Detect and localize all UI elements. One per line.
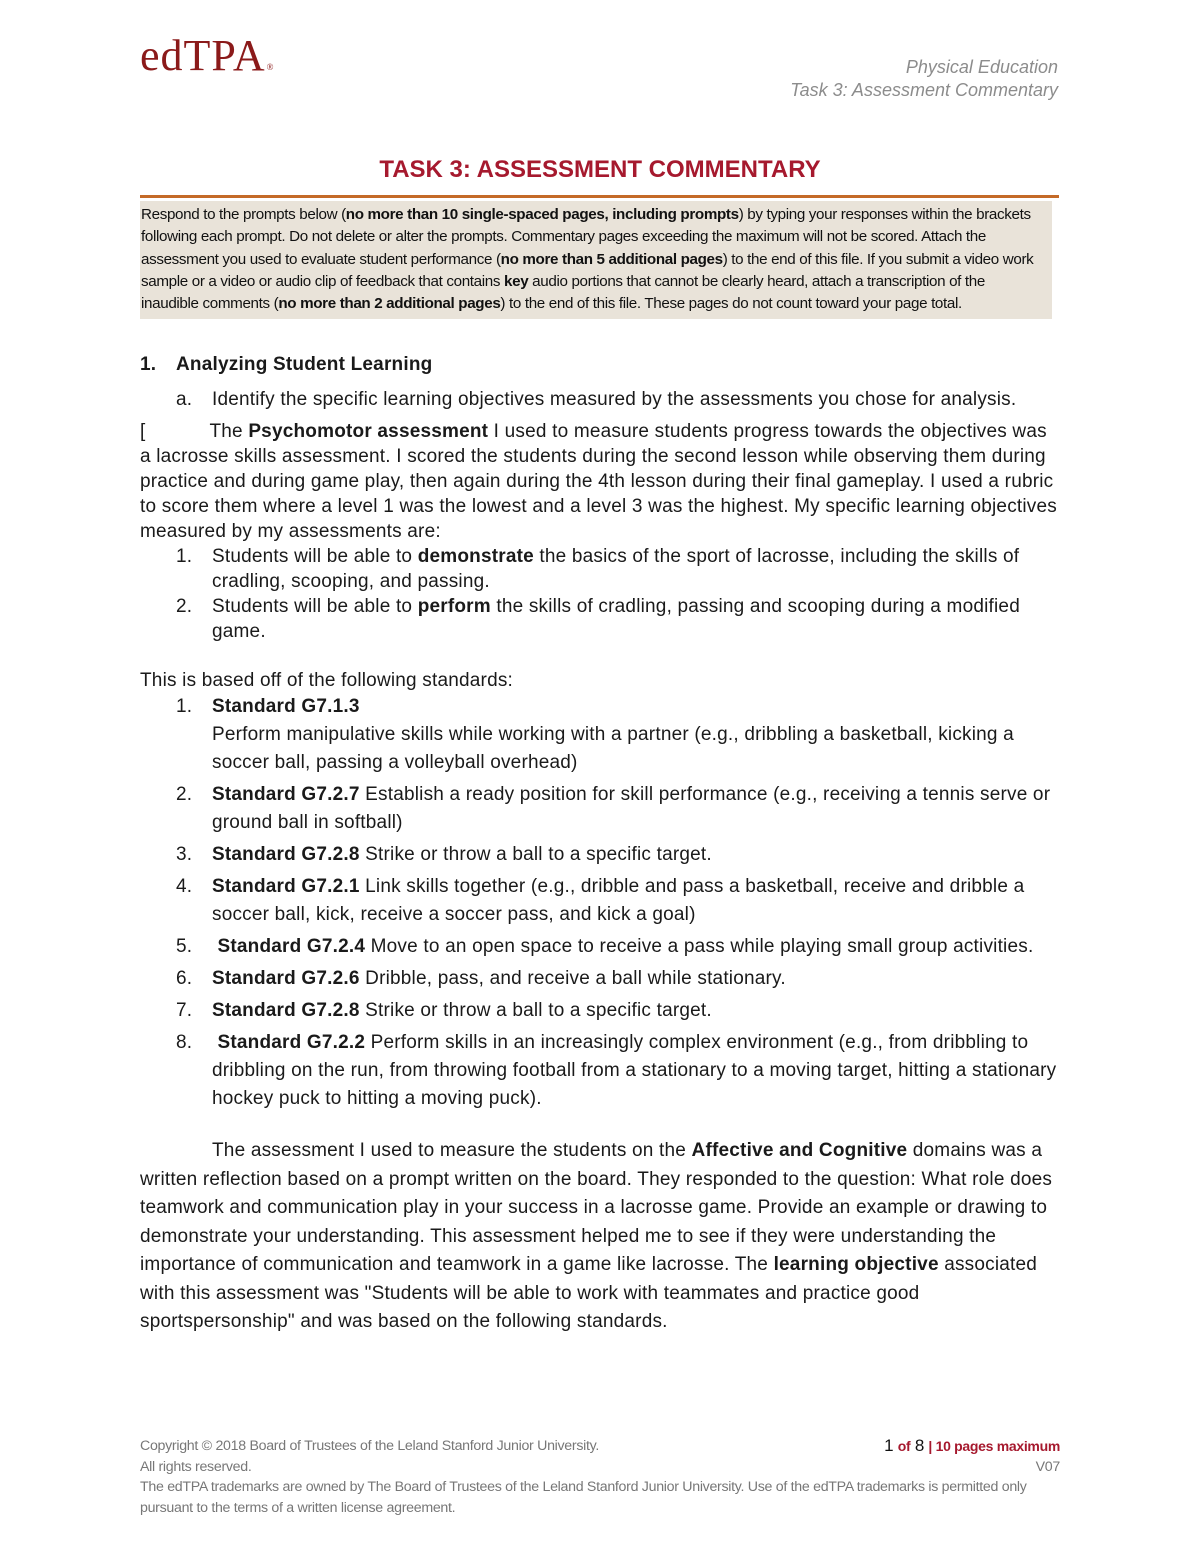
list-number: 6.	[176, 968, 193, 989]
response-bracket: [	[140, 421, 146, 442]
standard-code: Standard G7.2.8	[212, 1000, 360, 1021]
text-run: The assessment I used to measure the students on the	[212, 1140, 692, 1161]
text-run: I used to measure students progress towards the objectives was a lacrosse skills assessment. I scored the students during the second lesson while observing them during practice and during game play, then again during the 4th lesson during their final gameplay. I used a rubric to score them where a level 1 was the lowest and a level 3 was the highest. My specific learning objectives measured by my assessments are:	[140, 421, 1057, 542]
list-number: 4.	[176, 876, 193, 897]
prompt-a	[176, 387, 1062, 412]
standard-code: Standard G7.2.1	[212, 876, 360, 897]
instr-text: ) to the end of this file. These pages do not count toward your page total.	[500, 295, 962, 313]
list-number: 1.	[176, 546, 193, 567]
standard-text: Strike or throw a ball to a specific target.	[359, 844, 712, 865]
objectives-list	[140, 544, 1062, 644]
running-header	[790, 56, 1058, 102]
standard-code: Standard G7.2.4	[212, 936, 366, 957]
standard-text: Dribble, pass, and receive a ball while stationary.	[359, 968, 786, 989]
list-item	[140, 781, 1062, 837]
list-item	[140, 594, 1062, 644]
text-run: associated with this assessment was "Students will be able to work with teammates and practice good sportspersonship" and was based on the following standards.	[140, 1254, 1038, 1332]
response-paragraph-1[interactable]	[140, 419, 1062, 544]
title-divider	[140, 195, 1059, 198]
bold-term: Psychomotor assessment	[248, 421, 489, 442]
list-item	[140, 841, 1062, 869]
header-task: Task 3: Assessment Commentary	[790, 80, 1058, 100]
standard-code: Standard G7.2.6	[212, 968, 360, 989]
standards-intro: This is based off of the following standards:	[140, 670, 514, 691]
standard-code: Standard G7.2.8	[212, 844, 360, 865]
list-number: 2.	[176, 784, 193, 805]
instr-text: audio portions that cannot be clearly heard, attach a transcription of the inaudible comments (	[141, 272, 985, 313]
section-title: Analyzing Student Learning	[176, 354, 433, 375]
standard-text: Perform manipulative skills while working with a partner (e.g., dribbling a basketball, kicking a soccer ball, passing a volleyball overhead)	[212, 724, 1014, 773]
prompt-text: Identify the specific learning objectives measured by the assessments you chose for analysis.	[212, 389, 1017, 410]
prompt-label: a.	[176, 389, 193, 410]
section-number: 1.	[140, 354, 157, 375]
text-run: Students will be able to	[212, 596, 418, 617]
instr-bold: no more than 5 additional pages	[500, 250, 723, 268]
list-number: 3.	[176, 844, 193, 865]
rights-text: All rights reserved.	[140, 1458, 252, 1475]
logo-text: edTPA	[140, 31, 266, 80]
response-paragraph-2[interactable]	[140, 1137, 1062, 1337]
list-item	[140, 965, 1062, 993]
list-number: 7.	[176, 1000, 193, 1021]
standards-list	[140, 693, 1062, 1113]
list-number: 8.	[176, 1032, 193, 1053]
text-run: domains was a written reflection based on a prompt written on the board. They responded to the question: What role does teamwork and communication play in your success in a lacrosse game. Provide an example or drawing to demonstrate your understanding. This assessment helped me to see if they were understanding the importance of communication and teamwork in a game like lacrosse. The	[140, 1140, 1053, 1275]
bold-term: perform	[417, 596, 491, 617]
list-number: 1.	[176, 696, 193, 717]
bold-term: learning objective	[773, 1254, 939, 1275]
page-of: of	[897, 1438, 911, 1454]
bold-term: Affective and Cognitive	[691, 1140, 908, 1161]
trademark-icon: ®	[266, 62, 275, 72]
text-run: The	[209, 421, 249, 442]
page-number	[884, 1436, 1060, 1457]
section-heading	[140, 352, 1062, 377]
standard-text: Strike or throw a ball to a specific target.	[359, 1000, 712, 1021]
page-max: | 10 pages maximum	[928, 1438, 1060, 1454]
edtpa-logo	[140, 30, 274, 81]
version-label: V07	[1035, 1458, 1060, 1475]
standard-text: Link skills together (e.g., dribble and pass a basketball, receive and dribble a soccer ball, kick, receive a soccer pass, and kick a goal)	[212, 876, 1025, 925]
page-title: TASK 3: ASSESSMENT COMMENTARY	[379, 156, 821, 183]
page-footer	[140, 1436, 1060, 1518]
instr-text: Respond to the prompts below (	[141, 206, 346, 223]
standard-text: Establish a ready position for skill performance (e.g., receiving a tennis serve or ground ball in softball)	[212, 784, 1051, 833]
page-total: 8	[914, 1436, 924, 1455]
list-number: 5.	[176, 936, 193, 957]
instr-bold: no more than 2 additional pages	[278, 295, 501, 313]
copyright-text: Copyright © 2018 Board of Trustees of the Leland Stanford Junior University.	[140, 1438, 599, 1454]
instr-bold: key	[504, 272, 529, 290]
text-run: the basics of the sport of lacrosse, including the skills of cradling, scooping, and passing.	[212, 546, 1020, 592]
standard-code: Standard G7.2.7	[212, 784, 360, 805]
list-item	[140, 997, 1062, 1025]
list-item	[140, 873, 1062, 929]
instr-text: ) by typing your responses within the brackets following each prompt. Do not delete or alter the prompts. Commentary pages exceeding the maximum will not be scored. Attach the assessment you used to evaluate student performance (	[141, 206, 1031, 268]
list-number: 2.	[176, 596, 193, 617]
standard-code: Standard G7.2.2	[212, 1032, 366, 1053]
commentary-content	[140, 352, 1062, 1337]
list-item	[140, 693, 1062, 777]
bold-term: demonstrate	[417, 546, 534, 567]
text-run: Students will be able to	[212, 546, 418, 567]
list-item	[140, 1029, 1062, 1113]
standard-code: Standard G7.1.3	[212, 696, 360, 717]
instructions-box	[140, 201, 1052, 319]
page-current: 1	[884, 1436, 894, 1455]
instr-text: ) to the end of this file. If you submit a video work sample or a video or audio clip of feedback that contains	[141, 250, 1034, 290]
list-item	[140, 933, 1062, 961]
text-run: the skills of cradling, passing and scooping during a modified game.	[212, 596, 1020, 642]
trademark-notice: The edTPA trademarks are owned by The Board of Trustees of the Leland Stanford Junior University. Use of the edTPA trademarks is permitted only pursuant to the terms of a written license agreement.	[140, 1479, 1027, 1516]
instr-bold: no more than 10 single-spaced pages, including prompts	[345, 206, 739, 223]
standard-text: Move to an open space to receive a pass while playing small group activities.	[365, 936, 1034, 957]
list-item	[140, 544, 1062, 594]
header-subject: Physical Education	[905, 57, 1058, 77]
standard-text: Perform skills in an increasingly complex environment (e.g., from dribbling to dribbling on the run, from throwing football from a stationary to a moving target, hitting a stationary hockey puck to hitting a moving puck).	[212, 1032, 1057, 1109]
